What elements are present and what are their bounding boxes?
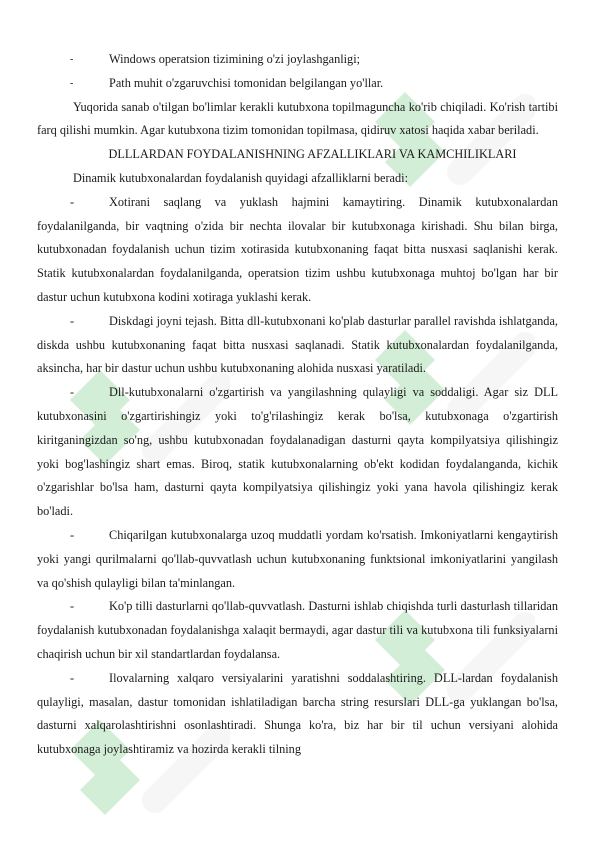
list-item [37, 310, 558, 381]
list-item-text: Ilovalarning xalqaro versiyalarini yaratishni soddalashtiring. DLL-lardan foydalanish qulayligi, masalan, dastur tomonidan ishlatiladigan barcha string resurslari DLL-ga yuklangan bo'lsa, dasturni xalqarolashtirishni osonlashtiradi. Shunga ko'ra, biz har bir til uchun versiyani alohida kutubxonaga joylashtiramiz va hozirda kerakli tilning [37, 670, 558, 757]
list-item [37, 72, 558, 96]
list-item-text: Windows operatsion tizimining o'zi joylashganligi; [109, 52, 361, 66]
bullet-marker: - [70, 77, 74, 89]
list-item [37, 191, 558, 310]
document-page [37, 48, 558, 762]
bullet-marker: - [70, 599, 75, 614]
list-item [37, 48, 558, 72]
section-heading: DLLLARDAN FOYDALANISHNING AFZALLIKLARI VA KAMCHILIKLARI [108, 147, 517, 162]
bullet-marker: - [70, 313, 75, 328]
list-item [37, 381, 558, 524]
list-item-text: Chiqarilgan kutubxonalarga uzoq muddatli yordam ko'rsatish. Imkoniyatlarni kengaytirish yoki yangi qurilmalarni qo'llab-quvvatlash uchun kutubxonaning funktsional imkoniyatlarini yangilash va qo'shish qulayligi bilan ta'minlangan. [37, 527, 558, 590]
list-item-text: Dll-kutubxonalarni o'zgartirish va yangilashning qulayligi va soddaligi. Agar siz DLL kutubxonasini o'zgartirishingiz yoki to'g'rilashingiz kerak bo'lsa, kutubxonaga o'zgartirish kiritganingizdan so'ng, ushbu kutubxonadan foydalanadigan dasturni qayta kompilyatsiya qilishingiz yoki bog'lashingiz shart emas. Biroq, statik kutubxonalarning ob'ekt kodidan foydalanganda, kichik o'zgarishlar bo'lsa ham, dasturni qayta kompilyatsiya qilishingiz yoki yana havola qilishingiz kerak bo'ladi. [37, 385, 558, 519]
list-item [37, 595, 558, 666]
bullet-marker: - [70, 670, 75, 685]
list-item-text: Path muhit o'zgaruvchisi tomonidan belgilangan yo'llar. [109, 75, 384, 90]
bullet-marker: - [70, 54, 74, 65]
paragraph-intro: Dinamik kutubxonalardan foydalanish quyidagi afzalliklarni beradi: [73, 170, 408, 185]
bullet-marker: - [70, 194, 75, 209]
list-item-text: Ko'p tilli dasturlarni qo'llab-quvvatlash. Dasturni ishlab chiqishda turli dasturlash tillaridan foydalanish kutubxonadan foydalanishga xalaqit bermaydi, agar dastur tili va kutubxona tili funksiyalarni chaqirish uchun bir xil standartlardan foydalansa. [37, 599, 558, 661]
bullet-marker: - [70, 527, 75, 542]
list-item [37, 667, 558, 762]
paragraph-search-order: Yuqorida sanab o'tilgan bo'limlar kerakli kutubxona topilmaguncha ko'rib chiqiladi. Ko'rish tartibi farq qilishi mumkin. Agar kutubxona tizim tomonidan topilmasa, qidiruv xatosi haqida xabar beriladi. [37, 99, 558, 138]
list-item-text: Diskdagi joyni tejash. Bitta dll-kutubxonani ko'plab dasturlar parallel ravishda ishlatganda, diskda ushbu kutubxonaning faqat bitta nusxasi saqlanadi. Statik kutubxonalardan foydalanilganda, aksincha, har bir dastur uchun ushbu kutubxonaning alohida nusxasi yaratiladi. [37, 313, 558, 376]
list-item [37, 524, 558, 595]
list-item-text: Xotirani saqlang va yuklash hajmini kamaytiring. Dinamik kutubxonalardan foydalanilganda, bir vaqtning o'zida bir nechta ilovalar bir kutubxonaga kirishadi. Shu bilan birga, kutubxonadan foydalanish uchun tizim xotirasida kutubxonaning faqat bitta nusxasi saqlanishi kerak. Statik kutubxonalardan foydalanilganda, operatsion tizim ushbu kutubxonaga muhtoj bo'lgan har bir dastur uchun kutubxona kodini xotiraga yuklashi kerak. [37, 194, 558, 304]
bullet-marker: - [70, 385, 75, 400]
